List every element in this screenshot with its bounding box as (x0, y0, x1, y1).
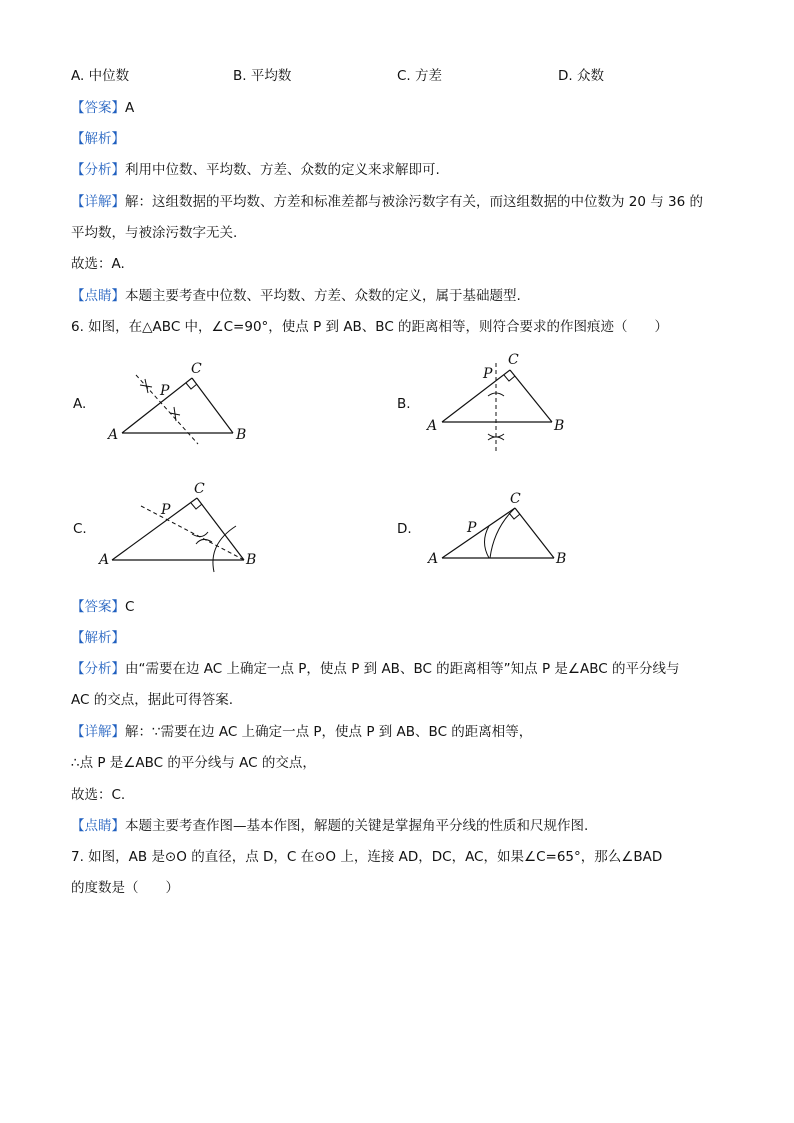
fig-d-point-c: C (510, 491, 521, 507)
option-a: A. 中位数 (71, 68, 130, 84)
answer-value: C (125, 599, 135, 615)
option-b: B. 平均数 (233, 68, 292, 84)
q6-jiexi (71, 628, 125, 648)
answer-tag: 【答案】 (71, 100, 125, 116)
xiangjie-text: 解：这组数据的平均数、方差和标准差都与被涂污数字有关，而这组数据的中位数为 20 与 36 的 (125, 194, 704, 210)
q7-stem: 7. 如图，AB 是⊙O 的直径，点 D，C 在⊙O 上，连接 AD，DC，AC，如果∠C=65°，那么∠BAD (71, 849, 663, 865)
fenxi-text: 利用中位数、平均数、方差、众数的定义来求解即可. (125, 162, 440, 178)
figure-a (100, 355, 270, 455)
q6-fenxi (71, 659, 679, 679)
fig-d-point-b: B (556, 551, 567, 567)
q6-xiangjie-cont: ∴点 P 是∠ABC 的平分线与 AC 的交点， (71, 755, 316, 771)
q5-answer (71, 98, 134, 118)
fig-a-point-b: B (236, 427, 247, 443)
dianjing-tag: 【点睛】 (71, 288, 125, 304)
q5-dianjing (71, 286, 521, 306)
q6-answer (71, 597, 134, 617)
fig-c-label: C. (73, 521, 87, 537)
q6-xiangjie (71, 722, 532, 742)
fig-b-point-b: B (554, 418, 565, 434)
dianjing-text: 本题主要考查作图—基本作图，解题的关键是掌握角平分线的性质和尺规作图. (125, 818, 589, 834)
jiexi-tag: 【解析】 (71, 630, 125, 646)
q5-fenxi (71, 160, 440, 180)
q5-xiangjie (71, 192, 703, 212)
q6-dianjing (71, 816, 588, 836)
fig-b-point-a: A (427, 418, 438, 434)
fig-c-point-p: P (161, 502, 171, 518)
fig-b-label: B. (397, 396, 411, 412)
fig-d-point-p: P (467, 520, 477, 536)
answer-tag: 【答案】 (71, 599, 125, 615)
fig-d-point-a: A (428, 551, 439, 567)
fenxi-tag: 【分析】 (71, 661, 125, 677)
q6-fenxi-cont: AC 的交点，据此可得答案. (71, 692, 234, 708)
fig-a-point-p: P (160, 383, 170, 399)
fig-b-point-p: P (483, 366, 493, 382)
q5-jiexi (71, 129, 125, 149)
fig-c-point-c: C (194, 481, 205, 497)
fenxi-tag: 【分析】 (71, 162, 125, 178)
xiangjie-tag: 【详解】 (71, 194, 125, 210)
fig-a-point-a: A (108, 427, 119, 443)
q5-xiangjie-cont: 平均数，与被涂污数字无关. (71, 225, 238, 241)
xiangjie-tag: 【详解】 (71, 724, 125, 740)
xiangjie-text: 解：∵需要在边 AC 上确定一点 P，使点 P 到 AB、BC 的距离相等， (125, 724, 533, 740)
q6-stem: 6. 如图，在△ABC 中，∠C=90°，使点 P 到 AB、BC 的距离相等，则符合要求的作图痕迹（ ） (71, 319, 669, 335)
q5-choose: 故选：A. (71, 256, 125, 272)
fig-c-point-b: B (246, 552, 257, 568)
q6-choose: 故选：C. (71, 787, 126, 803)
q7-stem-cont: 的度数是（ ） (71, 880, 179, 896)
answer-value: A (125, 100, 135, 116)
fig-b-point-c: C (508, 352, 519, 368)
figure-c (96, 478, 266, 578)
fig-c-point-a: A (99, 552, 110, 568)
fig-a-label: A. (73, 396, 87, 412)
option-c: C. 方差 (397, 68, 443, 84)
option-d: D. 众数 (558, 68, 604, 84)
figure-b (420, 348, 580, 458)
fenxi-text: 由“需要在边 AC 上确定一点 P，使点 P 到 AB、BC 的距离相等”知点 P 是∠ABC 的平分线与 (125, 661, 680, 677)
dianjing-tag: 【点睛】 (71, 818, 125, 834)
fig-a-point-c: C (191, 361, 202, 377)
fig-d-label: D. (397, 521, 412, 537)
figure-d (422, 488, 582, 578)
jiexi-tag: 【解析】 (71, 131, 125, 147)
dianjing-text: 本题主要考查中位数、平均数、方差、众数的定义，属于基础题型. (125, 288, 521, 304)
